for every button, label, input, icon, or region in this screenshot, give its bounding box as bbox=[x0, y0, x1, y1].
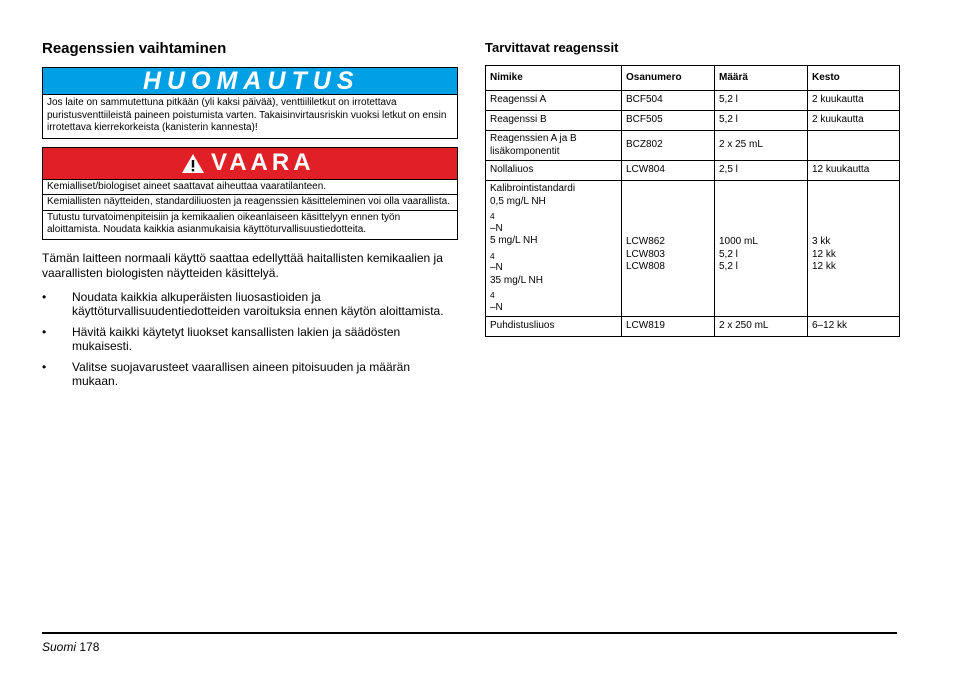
cell-qty bbox=[715, 181, 808, 317]
bullet-mark: • bbox=[42, 289, 47, 304]
cell-name: Nollaliuos bbox=[486, 161, 622, 181]
page-number: 178 bbox=[79, 640, 100, 654]
cell-part: BCF504 bbox=[622, 91, 715, 111]
notice-box bbox=[42, 67, 458, 139]
cell-duration: 6–12 kk bbox=[808, 317, 900, 337]
list-item bbox=[42, 325, 458, 354]
list-item-text: Valitse suojavarusteet vaarallisen aineen pitoisuuden ja määrän mukaan. bbox=[72, 359, 410, 388]
cal-item-duration: 12 kk bbox=[812, 248, 836, 260]
safety-bullet-list bbox=[42, 290, 458, 389]
cal-item-part: LCW862 bbox=[626, 236, 665, 247]
footer-language: Suomi bbox=[42, 640, 77, 654]
cell-qty: 5,2 l bbox=[715, 111, 808, 131]
cal-item-qty: 5,2 l bbox=[719, 248, 738, 260]
cal-item-qty: 5,2 l bbox=[719, 261, 738, 272]
cell-qty: 2 x 250 mL bbox=[715, 317, 808, 337]
cell-part: BCF505 bbox=[622, 111, 715, 131]
cell-qty: 2 x 25 mL bbox=[715, 131, 808, 161]
left-column bbox=[42, 40, 458, 395]
list-item bbox=[42, 290, 458, 319]
cell-name bbox=[486, 131, 622, 161]
cell-duration bbox=[808, 181, 900, 317]
list-item-text: Noudata kaikkia alkuperäisten liuosastioiden ja käyttöturvallisuudentiedotteiden varoituksia ennen käytön aloittamista. bbox=[72, 289, 444, 318]
cell-name: Puhdistusliuos bbox=[486, 317, 622, 337]
list-item-text: Hävitä kaikki käytetyt liuokset kansallisten lakien ja säädösten mukaisesti. bbox=[72, 324, 401, 353]
table-row bbox=[486, 131, 900, 161]
cell-name: Reagenssi B bbox=[486, 111, 622, 131]
cell-part: LCW819 bbox=[622, 317, 715, 337]
header-part-number: Osanumero bbox=[622, 66, 715, 91]
reagents-title: Tarvittavat reagenssit bbox=[485, 40, 619, 55]
table-header-row bbox=[486, 66, 900, 91]
cell-duration: 2 kuukautta bbox=[808, 111, 900, 131]
table-row bbox=[486, 181, 900, 317]
cell-part: BCZ802 bbox=[622, 131, 715, 161]
cell-qty: 5,2 l bbox=[715, 91, 808, 111]
table-row bbox=[486, 111, 900, 131]
table-row bbox=[486, 317, 900, 337]
header-duration: Kesto bbox=[808, 66, 900, 91]
header-name: Nimike bbox=[486, 66, 622, 91]
cal-heading: Kalibrointistandardi bbox=[490, 183, 576, 194]
cal-item-qty: 1000 mL bbox=[719, 236, 758, 247]
cal-item-name: 0,5 mg/L NH $_4$ –N bbox=[490, 195, 546, 234]
notice-header: HUOMAUTUS bbox=[43, 68, 457, 95]
danger-line: Tutustu turvatoimenpiteisiin ja kemikaalien oikeanlaiseen käsittelyyn ennen työn aloittamista. Noudata kaikkia asianmukaisia käyttöturvallisuustiedotteita. bbox=[47, 211, 401, 235]
danger-header bbox=[43, 148, 457, 180]
cell-name bbox=[486, 181, 622, 317]
cal-item-part: LCW803 bbox=[626, 248, 665, 260]
cell-duration bbox=[808, 131, 900, 161]
cell-part: LCW804 bbox=[622, 161, 715, 181]
danger-title: VAARA bbox=[211, 149, 315, 176]
warning-triangle-icon bbox=[181, 153, 205, 174]
page-footer bbox=[42, 640, 99, 654]
right-column bbox=[485, 40, 900, 337]
cell-name: Reagenssi A bbox=[486, 91, 622, 111]
danger-box bbox=[42, 147, 458, 240]
danger-line: Kemiallisten näytteiden, standardiliuosten ja reagenssien käsitteleminen voi olla vaarallista. bbox=[43, 195, 457, 211]
notice-text: Jos laite on sammutettuna pitkään (yli kaksi päivää), venttiililetkut on irrotettava puristusventtiileistä paineen poistumista varten. Takaisinvirtausriskin vuoksi letkut on ensin irrotettava kierrekorkeista (kanisterin kannesta)! bbox=[47, 97, 447, 133]
cell-duration: 2 kuukautta bbox=[808, 91, 900, 111]
table-row bbox=[486, 91, 900, 111]
cal-item-duration: 12 kk bbox=[812, 261, 836, 272]
cal-item-name: 35 mg/L NH $_4$ –N bbox=[490, 274, 543, 313]
danger-line: Kemialliset/biologiset aineet saattavat aiheuttaa vaaratilanteen. bbox=[43, 180, 457, 196]
bullet-mark: • bbox=[42, 324, 47, 339]
list-item bbox=[42, 360, 458, 389]
footer-divider bbox=[42, 632, 897, 634]
cell-name-line: Reagenssien A ja B bbox=[490, 133, 577, 144]
section-title: Reagenssien vaihtaminen bbox=[42, 40, 227, 57]
cal-item-duration: 3 kk bbox=[812, 236, 831, 247]
cal-item-part: LCW808 bbox=[626, 261, 665, 272]
bullet-mark: • bbox=[42, 359, 47, 374]
cell-part bbox=[622, 181, 715, 317]
cell-name-line: lisäkomponentit bbox=[490, 145, 560, 157]
cell-qty: 2,5 l bbox=[715, 161, 808, 181]
intro-paragraph: Tämän laitteen normaali käyttö saattaa edellyttää haitallisten kemikaalien ja vaarallisten biologisten näytteiden käsittelyä. bbox=[42, 250, 443, 280]
header-quantity: Määrä bbox=[715, 66, 808, 91]
table-row bbox=[486, 161, 900, 181]
cal-item-name: 5 mg/L NH $_4$ –N bbox=[490, 235, 538, 273]
reagents-table bbox=[485, 65, 900, 337]
cell-duration: 12 kuukautta bbox=[808, 161, 900, 181]
